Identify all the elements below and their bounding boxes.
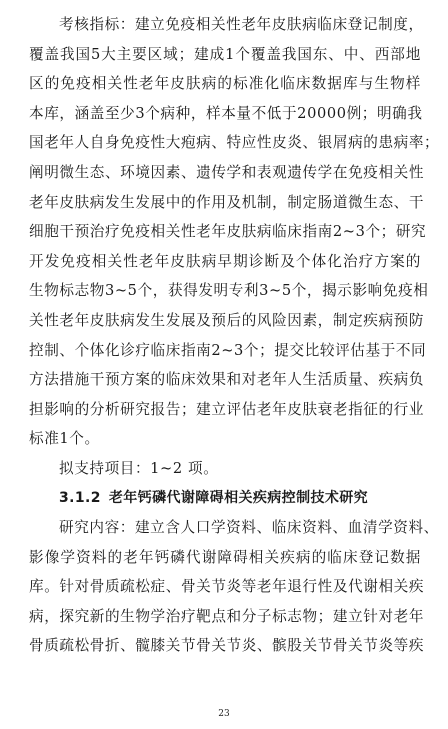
text-line: 担影响的分析研究报告；建立评估老年皮肤衰老指征的行业: [29, 400, 425, 418]
text-line: 本库，涵盖至少3个病种，样本量不低于20000例；明确我: [29, 104, 423, 122]
text-line: 细胞干预治疗免疫相关性老年皮肤病临床指南2~3个；研究: [29, 223, 427, 241]
text-line: 影像学资料的老年钙磷代谢障碍相关疾病的临床登记数据: [29, 548, 421, 566]
text-line: 骨质疏松骨折、髋膝关节骨关节炎、髌股关节骨关节炎等疾: [29, 637, 425, 655]
text-line: 方法措施干预方案的临床效果和对老年人生活质量、疾病负: [29, 371, 425, 389]
section-number: 3.1.2: [59, 489, 101, 506]
text-line: 关性老年皮肤病发生发展及预后的风险因素，制定疾病预防: [29, 311, 425, 329]
text-line: 病，探究新的生物学治疗靶点和分子标志物；建立针对老年: [29, 607, 425, 625]
text-line: 控制、个体化诊疗临床指南2~3个；提交比较评估基于不同: [29, 341, 427, 359]
text-line: 阐明微生态、环境因素、遗传学和表观遗传学在免疫相关性: [29, 163, 425, 181]
text-line: 库。针对骨质疏松症、骨关节炎等老年退行性及代谢相关疾: [29, 578, 425, 596]
section-heading: [29, 484, 421, 514]
text-line: 国老年人自身免疫性大疱病、特应性皮炎、银屑病的患病率；: [29, 134, 440, 152]
text-line: 考核指标：建立免疫相关性老年皮肤病临床登记制度，: [59, 16, 424, 33]
page-body: [29, 10, 440, 661]
text-line: 覆盖我国5大主要区域；建成1个覆盖我国东、中、西部地: [29, 45, 421, 63]
text-line: 研究内容：建立含人口学资料、临床资料、血清学资料、: [59, 519, 439, 537]
text-line: 区的免疫相关性老年皮肤病的标准化临床数据库与生物样: [29, 75, 421, 93]
text-line: 生物标志物3~5个，获得发明专利3~5个，揭示影响免疫相: [29, 282, 429, 300]
section-title: 老年钙磷代谢障碍相关疾病控制技术研究: [108, 489, 369, 506]
text-line: 开发免疫相关性老年皮肤病早期诊断及个体化治疗方案的: [29, 252, 421, 270]
text-line: 老年皮肤病发生发展中的作用及机制，制定肠道微生态、干: [29, 193, 425, 211]
page-number: 23: [218, 709, 230, 719]
support-projects-line: 拟支持项目：1~2 项。: [59, 459, 219, 477]
text-line: 标准1个。: [29, 430, 100, 448]
